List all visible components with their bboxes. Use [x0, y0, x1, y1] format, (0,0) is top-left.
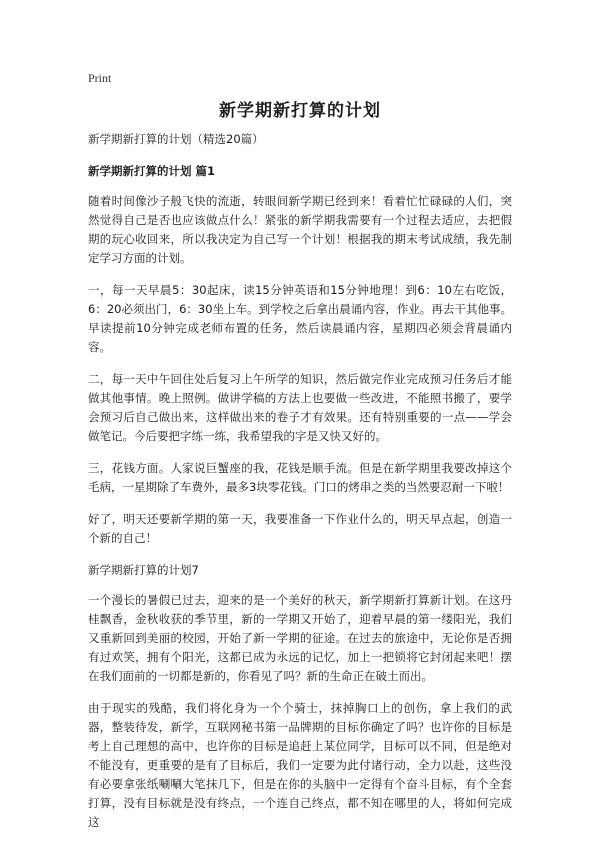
paragraph: 一，每一天早晨5：30起床，读15分钟英语和15分钟地理！到6：10左右吃饭，6：20必须出门，6：30坐上车。到学校之后拿出晨诵内容，作业。再去干其他事。早读提前10分钟完成老师布置的任务，然后读晨诵内容，星期四必须会背晨诵内容。: [88, 283, 512, 354]
paragraph: 一个漫长的暑假已过去，迎来的是一个美好的秋天，新学期新打算新计划。在这丹桂飘香，金秋收获的季节里，新的一学期又开始了，迎着早晨的第一缕阳光，我们又重新回到美丽的校园，开始了新一学期的征途。在过去的旅途中，无论你是否拥有过欢笑，拥有个阳光，这都已成为永远的记忆，加上一把锁将它封闭起来吧！摆在我们面前的一切都是新的，你看见了吗？新的生命正在破土而出。: [88, 593, 512, 683]
section-heading-1: 新学期新打算的计划 篇1: [88, 164, 216, 178]
paragraph: 由于现实的残酷，我们将化身为一个个骑士，抹掉胸口上的创伤，拿上我们的武器，整装待发，新学，互联网秘书第一品牌期的目标你确定了吗？也许你的目标是考上自己理想的高中，也许你的目标是追赶上某位同学，目标可以不同，但是绝对不能没有，更重要的是有了目标后，我们一定要为此付诸行动，全力以赴，这些没有必要拿张纸唰唰大笔抹几下，但是在你的头脑中一定得有个奋斗目标，有个全套打算，没有目标就是没有终点，一个连自己终点，都不知在哪里的人，将如何完成这: [88, 701, 512, 829]
document-subtitle: 新学期新打算的计划（精选20篇）: [88, 132, 264, 146]
paragraph: 随着时间像沙子般飞快的流逝，转眼间新学期已经到来！看着忙忙碌碌的人们，突然觉得自己是否也应该做点什么！紧张的新学期我需要有一个过程去适应，去把假期的玩心收回来，所以我决定为自己写一个计划！根据我的期末考试成绩，我先制定学习方面的计划。: [88, 194, 512, 265]
document-title: 新学期新打算的计划: [219, 101, 381, 121]
paragraph: 二，每一天中午回住处后复习上午所学的知识，然后做完作业完成预习任务后才能做其他事情。晚上照例。做讲学稿的方法上也要做一些改进，不能照书搬了，要学会预习后自己做出来，这样做出来的卷子才有效果。还有特别重要的一点——学会做笔记。今后要把字练一练，我希望我的字是又快又好的。: [88, 372, 512, 443]
print-label: Print: [88, 71, 112, 85]
document-body: [88, 130, 512, 845]
section-heading-2: 新学期新打算的计划7: [88, 563, 199, 577]
paragraph: 三，花钱方面。人家说巨蟹座的我，花钱是顺手流。但是在新学期里我要改掉这个毛病，一星期除了车费外，最多3块零花钱。门口的烤串之类的当然要忍耐一下啦！: [88, 461, 512, 494]
paragraph: 好了，明天还要新学期的第一天，我要准备一下作业什么的，明天早点起，创造一个新的自己！: [88, 512, 512, 545]
